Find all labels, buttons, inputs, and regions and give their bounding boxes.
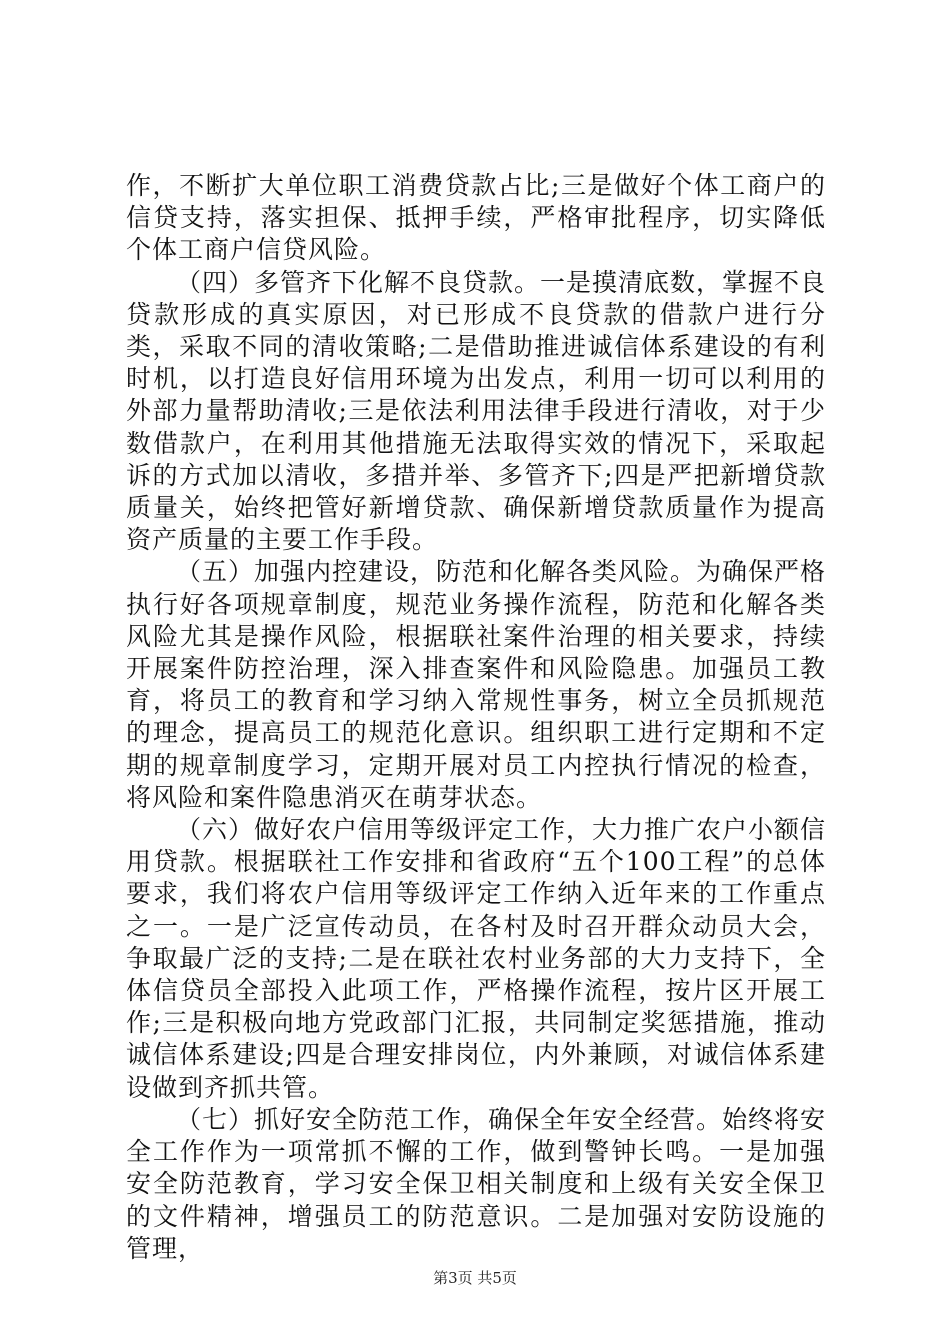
page-footer: 第3页 共5页 [433,1269,517,1287]
document-body [126,170,826,1265]
paragraph-section-7: （七）抓好安全防范工作，确保全年安全经营。始终将安全工作作为一项常抓不懈的工作，做到警钟长鸣。一是加强安全防范教育，学习安全保卫相关制度和上级有关安全保卫的文件精神，增强员工的防范意识。二是加强对安防设施的管理， [126,1104,827,1263]
paragraph-section-6: （六）做好农户信用等级评定工作，大力推广农户小额信用贷款。根据联社工作安排和省政府“五个100工程”的总体要求，我们将农户信用等级评定工作纳入近年来的工作重点之一。一是广泛宣传动员，在各村及时召开群众动员大会，争取最广泛的支持;二是在联社农村业务部的大力支持下，全体信贷员全部投入此项工作，严格操作流程，按片区开展工作;三是积极向地方党政部门汇报，共同制定奖惩措施，推动诚信体系建设;四是合理安排岗位，内外兼顾，对诚信体系建设做到齐抓共管。 [126,815,827,1102]
paragraph-continuation: 作，不断扩大单位职工消费贷款占比;三是做好个体工商户的信贷支持，落实担保、抵押手续，严格审批程序，切实降低个体工商户信贷风险。 [126,171,826,265]
paragraph-section-5: （五）加强内控建设，防范和化解各类风险。为确保严格执行好各项规章制度，规范业务操作流程，防范和化解各类风险尤其是操作风险，根据联社案件治理的相关要求，持续开展案件防控治理，深入排查案件和风险隐患。加强员工教育，将员工的教育和学习纳入常规性事务，树立全员抓规范的理念，提高员工的规范化意识。组织职工进行定期和不定期的规章制度学习，定期开展对员工内控执行情况的检查，将风险和案件隐患消灭在萌芽状态。 [126,557,827,812]
paragraph-section-4: （四）多管齐下化解不良贷款。一是摸清底数，掌握不良贷款形成的真实原因，对已形成不良贷款的借款户进行分类，采取不同的清收策略;二是借助推进诚信体系建设的有利时机，以打造良好信用环境为出发点，利用一切可以利用的外部力量帮助清收;三是依法利用法律手段进行清收，对于少数借款户，在利用其他措施无法取得实效的情况下，采取起诉的方式加以清收，多措并举、多管齐下;四是严把新增贷款质量关，始终把管好新增贷款、确保新增贷款质量作为提高资产质量的主要工作手段。 [126,267,827,555]
